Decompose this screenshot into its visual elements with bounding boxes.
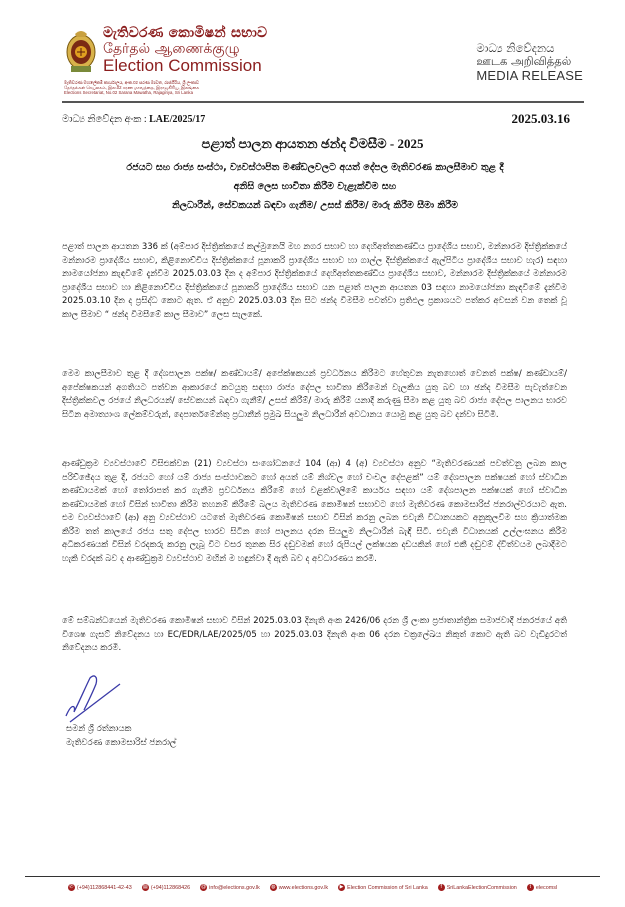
- footer-divider: [25, 876, 600, 877]
- footer-email[interactable]: [200, 884, 260, 891]
- email-icon: @: [201, 884, 207, 890]
- reference-label: මාධ්‍ය නිවේදන අංක :: [62, 114, 150, 125]
- footer-phone-text: (+94)112868441-42-43: [76, 884, 132, 891]
- address-block: [64, 80, 199, 96]
- facebook-icon: f: [438, 884, 445, 891]
- fax-icon: ▤: [142, 884, 148, 890]
- paragraph-2: මෙම කාලසීමාව තුළ දී දේශපාලන පක්ෂ/ කණ්ඩායම්/ අපේක්ෂකයන් ප්‍රවර්ධනය කිරීමට හේතුවන නැතහොත් වෙනත් පක්ෂ/ කණ්ඩායම්/ අපේක්ෂකයන් අගතියට පත්වන ආකාරයේ කටයුතු සඳහා රාජ්‍ය දේපල භාවිතා කිරීමෙන් වැලකිය යුතු බව හා ඡන්ද විමසීම පැවැත්වෙන දිස්ත්‍රික්කවල රජයේ නිලධරයන්/ සේවකයන් බඳවා ගැනීම්/ උසස් කිරීම්/ මාරු කිරීම් යනාදී කරුණු සීමා කළ යුතු බව රාජ්‍ය දේපල පාලනය භාරව සිටින අමාත්‍යාංශ ලේකම්වරුන්, දෙපාර්තමේන්තු ප්‍රධානීන් ප්‍රමුඛ සියලුම නිලධාරීන් අවධානය යොමු කළ යුතු බව දන්වා සිටිමි.: [62, 369, 567, 420]
- org-name-english: Election Commission: [103, 56, 262, 75]
- reference-number: [62, 114, 205, 125]
- footer-facebook-text: SriLankaElectionCommission: [446, 884, 517, 891]
- paragraph-3: ආණ්ඩුක්‍රම ව්‍යවස්ථාවේ විසිඑක්වන (21) ව්‍යවස්ථා සංශෝධනයේ 104 (ආ) 4 (අ) ව්‍යවස්ථා අනුව “මැතිවරණයක් පවත්වනු ලබන කාල පරිච්ඡේදය තුළ දී, රජයට හෝ යම් රාජ්‍ය සංස්ථාවකට හෝ අයත් යම් නිශ්චල හෝ චංචල දේපළක්” යම් දේශපාලන පක්ෂයක් හෝ ස්වාධීන කණ්ඩායමක් හෝ තෝරාපත් කර ගැනීම ප්‍රවර්ධනය කිරීමේ හෝ වළක්වාලීමේ කාර්යය සඳහා යම් දේශපාලන පක්ෂයක් හෝ ස්වාධීන කණ්ඩායමක් හෝ විසින් භාවිතා කිරීම තහනම් කිරීමේ බලය මැතිවරණ කොමිෂන් සභාවට හෝ මැතිවරණ කොමසාරිස් ජනරාල්වරයාට ඇත. එම ව්‍යවස්ථාවේ (ආ) අනු ව්‍යවස්ථාව යටතේ මැතිවරණ කොමිෂන් සභාව විසින් කරනු ලබන එවැනි විධානයකට අනුකූලවීම සහ ක්‍රියාත්මක කිරීම තත් කාලයේ රජය සතු දේපල භාරව සිටින හෝ පාලනය දරන සියලුම නිලධාරීන් බැඳී සිටී. එවැනි විධානයක් උල්ලංඝනය කිරීම අධිකරණයක් විසින් වරදකරු කරනු ලැබූ විට වසර තුනක සිර දඬුවමක් හෝ රුපියල් ලක්ෂයක දඩයකින් හෝ එකී දඬුවම් ද්විත්වයම ලබාදීමට හැකි වරදක් බව ද ආණ්ඩුක්‍රම ව්‍යවස්ථාව මඟින් ම හඳුන්වා දී ඇති බව ද අවධාරණය කරමි.: [62, 459, 567, 564]
- contact-footer: [0, 884, 625, 891]
- footer-twitter[interactable]: [527, 884, 557, 891]
- release-date: 2025.03.16: [511, 111, 570, 126]
- signatory-name: සමන් ශ්‍රී රත්නායක: [66, 724, 132, 734]
- subtitle-line: අනිසි ලෙස භාවිතා කිරීම වැළැක්වීම සහ: [233, 181, 397, 192]
- org-name-sinhala: මැතිවරණ කොමිෂන් සභාව: [103, 25, 268, 41]
- organization-name: [103, 26, 267, 75]
- media-release-tamil: ஊடக அறிவித்தல்: [476, 54, 572, 68]
- footer-phone[interactable]: [68, 884, 132, 891]
- media-release-english: MEDIA RELEASE: [476, 68, 583, 83]
- media-release-label: [476, 42, 583, 83]
- document-subtitle: [60, 158, 570, 215]
- footer-youtube-text: Election Commission of Sri Lanka: [347, 884, 428, 891]
- org-name-tamil: தேர்தல் ஆணைக்குழு: [103, 41, 240, 57]
- sri-lanka-emblem-icon: [65, 28, 97, 74]
- youtube-icon: ▶: [339, 884, 344, 890]
- footer-fax[interactable]: [142, 884, 190, 891]
- address-sinhala: මැතිවරණ මහලේකම් කාර්යාලය, අංක.02 සරණ මාවත, රාජගිරිය, ශ්‍රී ලංකාව: [64, 80, 199, 85]
- footer-twitter-text: elecomsl: [535, 884, 558, 891]
- phone-icon: ✆: [69, 884, 74, 890]
- subtitle-line: රජයට සහ රාජ්‍ය සංස්ථා, ව්‍යවස්ථාපිත මණ්ඩලවලට අයත් දේපල මැතිවරණ කාලසීමාව තුළ දී: [126, 162, 504, 173]
- footer-website[interactable]: [270, 884, 328, 891]
- subtitle-line: නිලධාරීන්, සේවකයන් බඳවා ගැනීම/ උසස් කිරීම/ මාරු කිරීම සීමා කිරීම: [171, 200, 459, 211]
- address-tamil: தேர்தல்கள் செயலகம், இல.02 சரண மாவத்தை, இராஜகிரிய, இலங்கை: [64, 85, 200, 91]
- address-english: Elections Secretariat, No.02 Sarana Mawatha, Rajagiriya, Sri Lanka: [64, 90, 193, 96]
- reference-value: LAE/2025/17: [149, 114, 206, 125]
- footer-youtube[interactable]: [338, 884, 428, 891]
- footer-facebook[interactable]: [438, 884, 517, 891]
- paragraph-1: පළාත් පාලන ආයතන 336 ක් (අම්පාර දිස්ත්‍රික්කයේ කල්මුනෙයි මහ නගර සභාව හා දෙහිඅත්තකණ්ඩිය ප්‍රාදේශීය සභාව, මන්නාරම දිස්ත්‍රික්කයේ මන්නාරම ප්‍රාදේශීය සභාව, කිළිනොච්චිය දිස්ත්‍රික්කයේ පූනාකරි ප්‍රාදේශීය සභාව හා ගාල්ල දිස්ත්‍රික්කයේ ඇල්පිටිය ප්‍රාදේශීය සභාව හැර) සඳහා නාමයෝජනා කැඳවීමේ දැන්වීම 2025.03.03 දින ද අම්පාර දිස්ත්‍රික්කයේ දෙහිඅත්තකණ්ඩිය ප්‍රාදේශීය සභාව, මන්නාරම දිස්ත්‍රික්කයේ මන්නාරම ප්‍රාදේශීය සභාව හා කිළිනොච්චිය දිස්ත්‍රික්කයේ පූනාකරි ප්‍රාදේශීය සභාව යන පළාත් පාලන ආයතන 03 සඳහා නාමයෝජනා කැඳවීමේ දැන්වීම 2025.03.10 දින ද ප්‍රසිද්ධ කොට ඇත. ඒ අනුව 2025.03.03 දින සිට ඡන්ද විමසීම පවත්වා ප්‍රතිඵල ප්‍රකාශයට පත්කර අවසන් වන තෙක් වූ කාල සීමාව “ ඡන්ද විමසීමේ කාල සීමාව” ලෙස සැලකේ.: [62, 242, 567, 320]
- header-divider: [62, 101, 584, 103]
- paragraph-4: මේ සම්බන්ධයෙන් මැතිවරණ කොමිෂන් සභාව විසින් 2025.03.03 දිනැති අංක 2426/06 දරන ශ්‍රී ලංකා ප්‍රජාතාන්ත්‍රික සමාජවාදී ජනරජයේ අති විශෙෂ ගැසට් නිවේදනය හා EC/EDR/LAE/2025/05 හා 2025.03.03 දිනැති අංක 06 දරන චක්‍රලේඛය නිකුත් කොට ඇති බව වැඩිදුරටත් නිවේදනය කරමි.: [62, 616, 567, 653]
- footer-fax-text: (+94)112868426: [150, 884, 191, 891]
- footer-email-text: info@elections.gov.lk: [209, 884, 260, 891]
- footer-website-text: www.elections.gov.lk: [278, 884, 329, 891]
- letterhead: [0, 0, 625, 105]
- document-title: පළාත් පාලන ආයතන ඡන්ද විමසීම - 2025: [201, 136, 424, 151]
- media-release-sinhala: මාධ්‍ය නිවේදනය: [476, 41, 555, 55]
- globe-icon: ◍: [271, 884, 276, 890]
- twitter-icon: t: [527, 884, 534, 891]
- signatory-title: මැතිවරණ කොමසාරිස් ජනරාල්: [66, 738, 177, 748]
- signatory-block: [66, 722, 176, 750]
- handwritten-signature-icon: [62, 672, 122, 724]
